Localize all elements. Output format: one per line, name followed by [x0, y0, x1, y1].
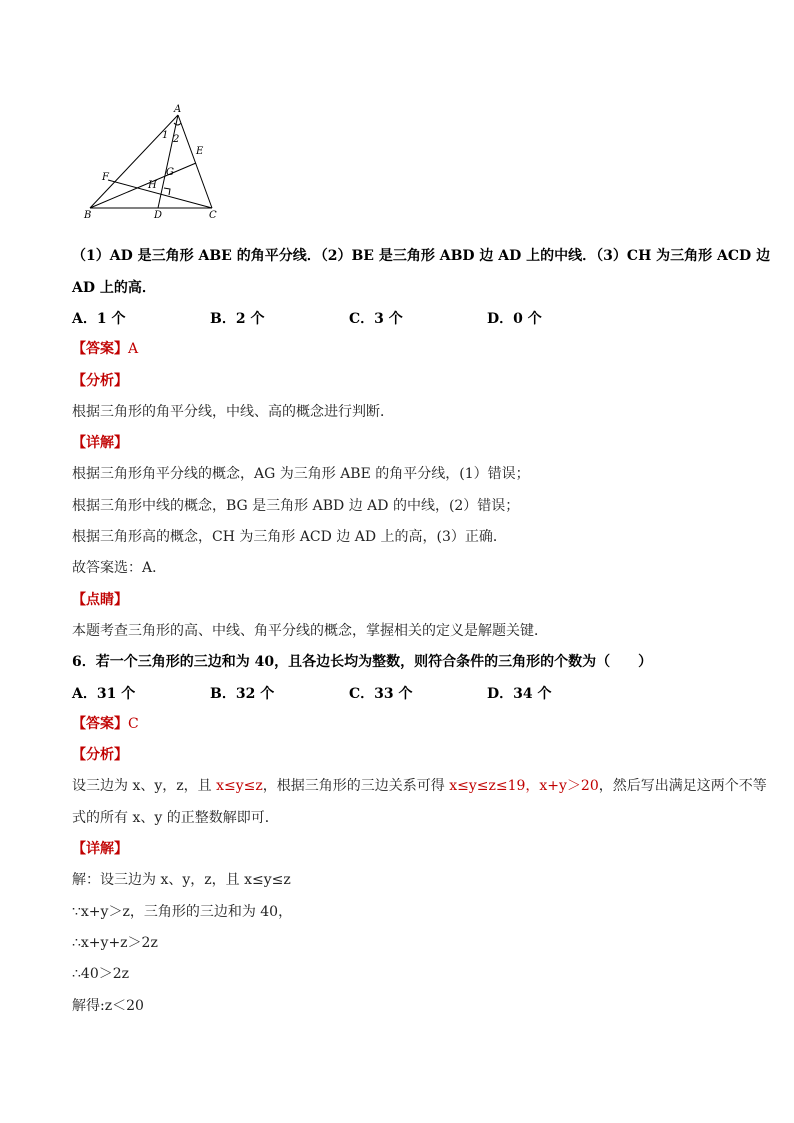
q6-detail-intro: [72, 870, 291, 890]
q5-analysis-tag: 【分析】: [72, 373, 128, 389]
right-angle-mark: [164, 188, 170, 195]
label-B: B: [84, 210, 92, 221]
q5-comment-tag: 【点睛】: [72, 592, 128, 608]
q6-step-1: ∵x+y＞z，三角形的三边和为 40，: [72, 904, 293, 920]
label-A: A: [174, 104, 182, 115]
q5-option-d: D．0 个: [487, 311, 542, 327]
q6-analysis-math-2: x≤y≤z≤19，x+y＞20: [449, 778, 599, 794]
triangle-figure: [78, 100, 228, 225]
q6-option-a: A．31 个: [72, 686, 136, 702]
q6-analysis-line2: 式的所有 x、y 的正整数解即可．: [72, 810, 279, 826]
q6-step-4: 解得:z＜20: [72, 998, 144, 1014]
q5-detail-line1: 根据三角形角平分线的概念，AG 为三角形 ABE 的角平分线，(1）错误；: [72, 466, 530, 482]
q6-answer-tag: 【答案】: [72, 716, 128, 732]
label-E: E: [196, 146, 204, 157]
q6-option-d: D．34 个: [487, 686, 552, 702]
angle-arc: [174, 123, 181, 125]
q5-detail-line3: 根据三角形高的概念，CH 为三角形 ACD 边 AD 上的高，(3）正确．: [72, 529, 507, 545]
q6-step-2: ∴x+y+z＞2z: [72, 935, 158, 951]
q6-option-b: B．32 个: [210, 686, 275, 702]
label-angle-2: 2: [173, 134, 180, 145]
q6-option-c: C．33 个: [349, 686, 413, 702]
label-F: F: [102, 172, 109, 183]
q5-option-b: B．2 个: [210, 311, 265, 327]
q6-analysis-part-c: ，根据三角形的三边关系可得: [262, 778, 450, 794]
side-AC: [178, 115, 212, 208]
q6-detail-intro-text: 解：设三边为 x、y，z，且: [72, 872, 245, 888]
q6-analysis-line1: [72, 776, 767, 796]
q5-analysis-text: 根据三角形的角平分线，中线、高的概念进行判断．: [72, 404, 394, 420]
q5-option-a: A．1 个: [72, 311, 126, 327]
q5-answer-tag: 【答案】: [72, 341, 128, 357]
q5-detail-line4: 故答案选：A．: [72, 560, 167, 576]
q5-answer: [72, 339, 138, 359]
label-G: G: [166, 167, 174, 178]
q5-option-c: C．3 个: [349, 311, 403, 327]
label-H: H: [148, 180, 157, 191]
q5-comment-text: 本题考查三角形的高、中线、角平分线的概念，掌握相关的定义是解题关键．: [72, 623, 548, 639]
side-AB: [90, 115, 178, 208]
label-D: D: [154, 210, 163, 221]
q5-detail-line2: 根据三角形中线的概念，BG 是三角形 ABD 边 AD 的中线，(2）错误；: [72, 498, 520, 514]
label-angle-1: 1: [162, 130, 169, 141]
label-C: C: [209, 210, 217, 221]
q6-question: 6．若一个三角形的三边和为 40，且各边长均为整数，则符合条件的三角形的个数为（ ）: [72, 654, 653, 670]
q6-analysis-part-e: ，然后写出满足这两个不等: [598, 778, 767, 794]
segment-BE: [90, 163, 196, 208]
q5-statement-line2: AD 上的高．: [72, 280, 156, 296]
q6-step-3: ∴40＞2z: [72, 966, 130, 982]
q6-answer-value: C: [128, 716, 139, 732]
q5-statement-line1: （1）AD 是三角形 ABE 的角平分线．（2）BE 是三角形 ABD 边 AD 上的中线．（3）CH 为三角形 ACD 边: [72, 248, 771, 264]
q6-analysis-part-a: 设三边为 x、y，z，且: [72, 778, 217, 794]
q6-detail-tag: 【详解】: [72, 841, 128, 857]
q5-answer-value: A: [128, 341, 139, 357]
q6-analysis-math-1: x≤y≤z: [216, 778, 263, 794]
q5-detail-tag: 【详解】: [72, 435, 128, 451]
q6-analysis-tag: 【分析】: [72, 747, 128, 763]
q6-detail-intro-math: x≤y≤z: [244, 872, 291, 888]
q6-answer: [72, 714, 139, 734]
